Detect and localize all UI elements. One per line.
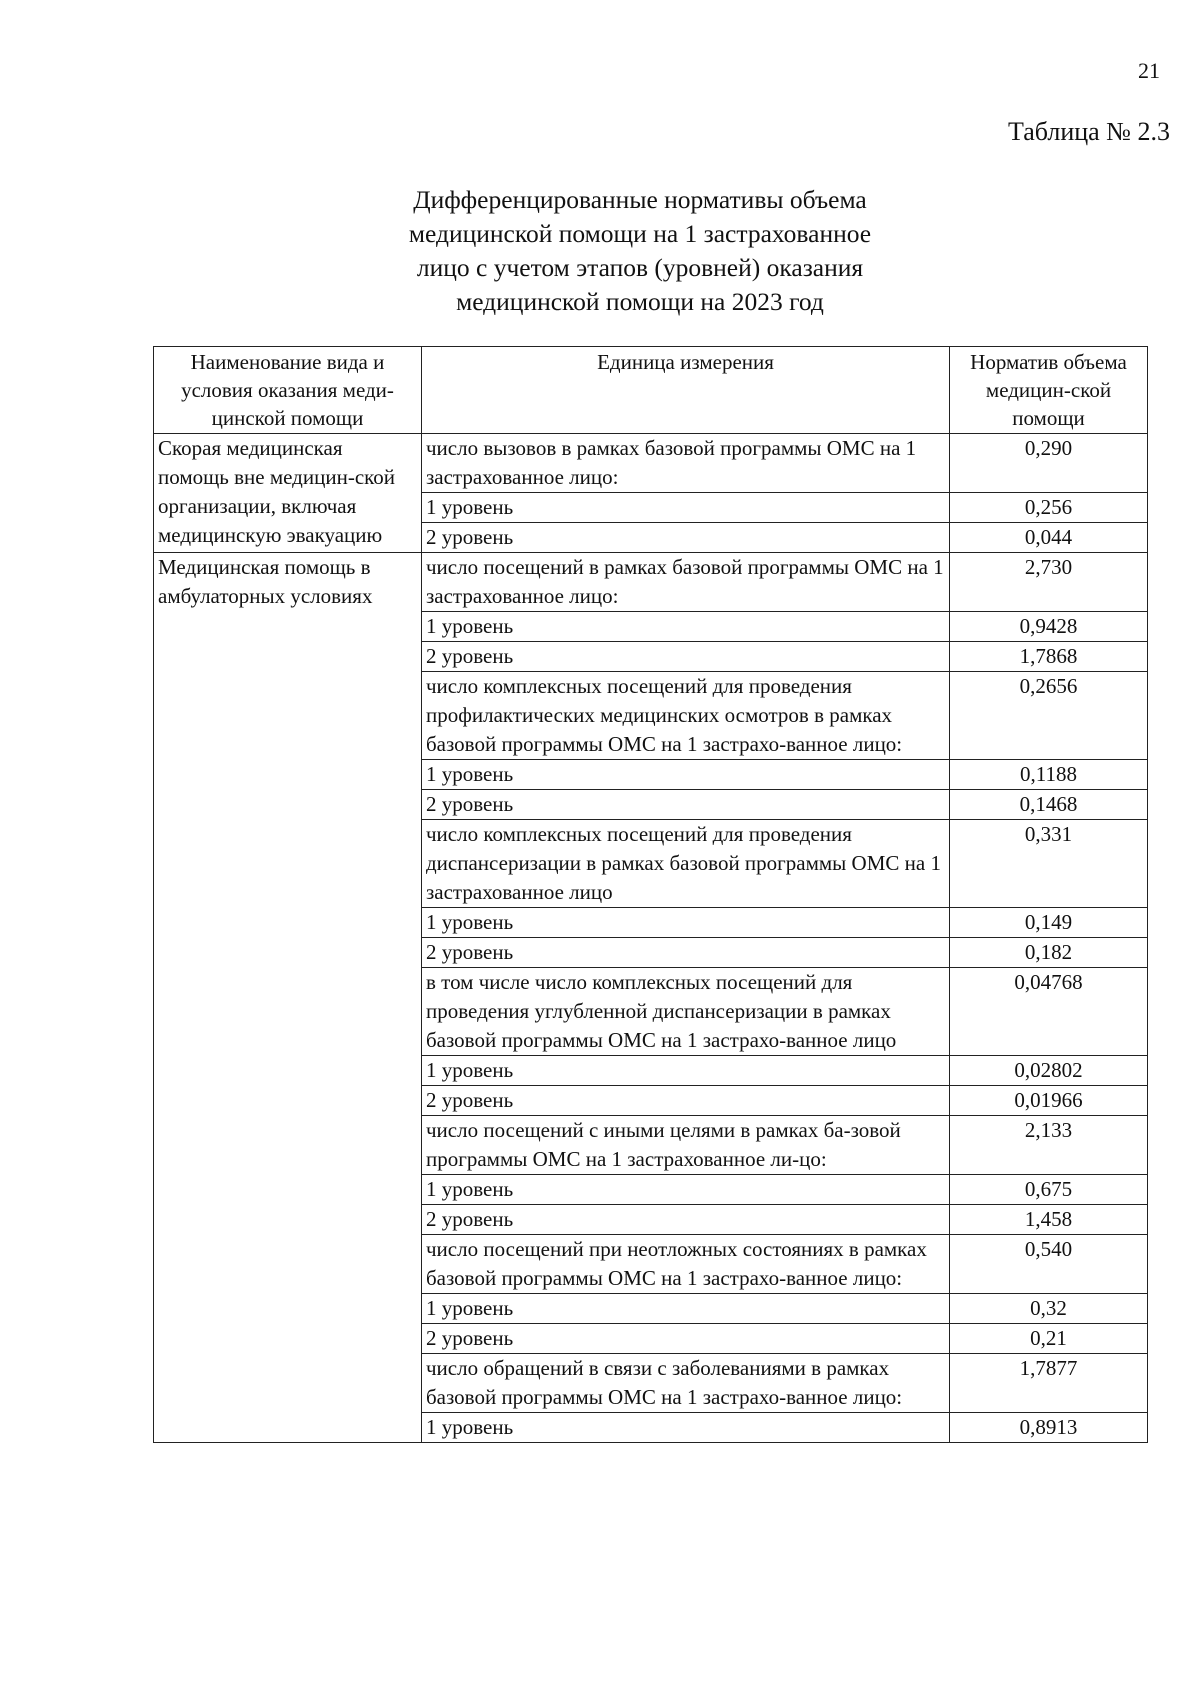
norm-value-cell: 0,21 <box>950 1324 1148 1354</box>
unit-cell: число посещений в рамках базовой программы ОМС на 1 застрахованное лицо: <box>422 553 950 612</box>
norm-value-cell: 0,8913 <box>950 1413 1148 1443</box>
table-body <box>154 434 1148 1443</box>
norm-value-cell: 0,1468 <box>950 790 1148 820</box>
table-label: Таблица № 2.3 <box>1007 117 1170 146</box>
table-header-row <box>154 347 1148 434</box>
title-line: лицо с учетом этапов (уровней) оказания <box>416 253 864 282</box>
unit-cell: 1 уровень <box>422 493 950 523</box>
table-row <box>154 553 1148 612</box>
unit-cell: 1 уровень <box>422 1413 950 1443</box>
norm-value-cell: 0,2656 <box>950 672 1148 760</box>
norm-value-cell: 0,9428 <box>950 612 1148 642</box>
norm-value-cell: 0,256 <box>950 493 1148 523</box>
unit-cell: 2 уровень <box>422 1205 950 1235</box>
norm-value-cell: 1,7868 <box>950 642 1148 672</box>
unit-cell: 1 уровень <box>422 612 950 642</box>
norm-value-cell: 0,1188 <box>950 760 1148 790</box>
care-type-cell: Медицинская помощь в амбулаторных условиях <box>154 553 422 1443</box>
unit-cell: 1 уровень <box>422 1056 950 1086</box>
norm-value-cell: 0,149 <box>950 908 1148 938</box>
norm-value-cell: 2,730 <box>950 553 1148 612</box>
unit-cell: число посещений с иными целями в рамках ба-зовой программы ОМС на 1 застрахованное ли-цо: <box>422 1116 950 1175</box>
title-line: Дифференцированные нормативы объема <box>413 185 867 214</box>
header-norm: Норматив объема медицин-ской помощи <box>950 347 1148 434</box>
unit-cell: 1 уровень <box>422 760 950 790</box>
unit-cell: 1 уровень <box>422 1175 950 1205</box>
header-unit: Единица измерения <box>422 347 950 434</box>
unit-cell: число комплексных посещений для проведения профилактических медицинских осмотров в рамках базовой программы ОМС на 1 застрахо-ванное лицо: <box>422 672 950 760</box>
norm-value-cell: 0,01966 <box>950 1086 1148 1116</box>
norm-value-cell: 0,540 <box>950 1235 1148 1294</box>
care-type-cell: Скорая медицинская помощь вне медицин-ской организации, включая медицинскую эвакуацию <box>154 434 422 553</box>
unit-cell: 2 уровень <box>422 1324 950 1354</box>
unit-cell: число обращений в связи с заболеваниями в рамках базовой программы ОМС на 1 застрахо-ванное лицо: <box>422 1354 950 1413</box>
unit-cell: 2 уровень <box>422 790 950 820</box>
unit-cell: в том числе число комплексных посещений для проведения углубленной диспансеризации в рамках базовой программы ОМС на 1 застрахо-ванное лицо <box>422 968 950 1056</box>
table-title <box>380 183 900 319</box>
title-line: медицинской помощи на 2023 год <box>456 287 824 316</box>
page-number: 21 <box>1138 58 1160 83</box>
table-row <box>154 434 1148 493</box>
unit-cell: число комплексных посещений для проведения диспансеризации в рамках базовой программы ОМС на 1 застрахованное лицо <box>422 820 950 908</box>
title-line: медицинской помощи на 1 застрахованное <box>408 219 872 248</box>
norm-value-cell: 1,458 <box>950 1205 1148 1235</box>
norm-value-cell: 0,675 <box>950 1175 1148 1205</box>
unit-cell: 1 уровень <box>422 1294 950 1324</box>
norm-value-cell: 0,02802 <box>950 1056 1148 1086</box>
norm-value-cell: 0,331 <box>950 820 1148 908</box>
unit-cell: число вызовов в рамках базовой программы ОМС на 1 застрахованное лицо: <box>422 434 950 493</box>
norm-value-cell: 0,182 <box>950 938 1148 968</box>
unit-cell: 2 уровень <box>422 523 950 553</box>
norm-value-cell: 0,04768 <box>950 968 1148 1056</box>
header-kind: Наименование вида и условия оказания меди-цинской помощи <box>154 347 422 434</box>
norms-table <box>153 346 1148 1443</box>
norm-value-cell: 1,7877 <box>950 1354 1148 1413</box>
unit-cell: 2 уровень <box>422 642 950 672</box>
norm-value-cell: 0,290 <box>950 434 1148 493</box>
unit-cell: число посещений при неотложных состояниях в рамках базовой программы ОМС на 1 застрахо-ванное лицо: <box>422 1235 950 1294</box>
unit-cell: 1 уровень <box>422 908 950 938</box>
norm-value-cell: 0,32 <box>950 1294 1148 1324</box>
unit-cell: 2 уровень <box>422 938 950 968</box>
norm-value-cell: 0,044 <box>950 523 1148 553</box>
unit-cell: 2 уровень <box>422 1086 950 1116</box>
norm-value-cell: 2,133 <box>950 1116 1148 1175</box>
